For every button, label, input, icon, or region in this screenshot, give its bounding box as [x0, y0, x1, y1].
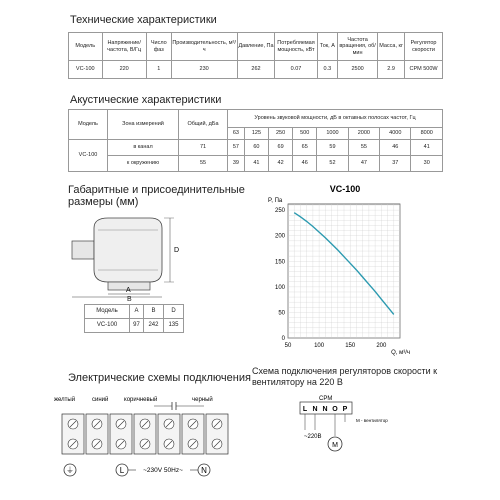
cpm-terminal-4: P [342, 406, 348, 413]
acoustic-table [68, 109, 443, 172]
ac-freq-1: 125 [244, 128, 268, 140]
dim-label-b: B [127, 296, 132, 303]
dims-c-b: 242 [143, 319, 163, 333]
ac-h-zone: Зона измерений [108, 110, 179, 140]
pressure-flow-chart [250, 180, 420, 362]
cpm-terminal-1: N [312, 406, 318, 413]
ac-val-0-2: 69 [269, 140, 293, 156]
terminal-n-label: N [201, 466, 207, 475]
ac-c-total-1: 55 [179, 156, 228, 172]
chart-x-tick: 150 [345, 343, 356, 349]
tech-c-current: 0.3 [317, 61, 338, 79]
cpm-terminal-2: N [322, 406, 328, 413]
ac-freq-5: 2000 [348, 128, 379, 140]
tech-h-mass: Масса, кг [378, 33, 405, 61]
ac-freq-6: 4000 [380, 128, 411, 140]
tech-h-phases: Число фаз [146, 33, 171, 61]
tech-c-mass: 2.9 [378, 61, 405, 79]
ac-freq-7: 8000 [411, 128, 443, 140]
wire-label-blue: синий [92, 397, 109, 403]
chart-xlabel: Q, м³/ч [391, 350, 410, 356]
tech-h-power: Потребляемая мощность, кВт [275, 33, 317, 61]
tech-c-rpm: 2500 [338, 61, 378, 79]
dims-c-model: VC-100 [85, 319, 130, 333]
wire-label-yellow: желтый [54, 397, 76, 403]
ac-c-zone-0: в канал [108, 140, 179, 156]
dims-h-d: D [163, 305, 183, 319]
ac-val-0-1: 60 [244, 140, 268, 156]
dims-c-a: 97 [130, 319, 144, 333]
tech-h-voltage: Напряжение/ частота, В/Гц [102, 33, 146, 61]
ac-val-0-3: 65 [293, 140, 317, 156]
ac-val-0-6: 46 [380, 140, 411, 156]
ac-val-1-0: 39 [228, 156, 245, 172]
ac-val-0-4: 59 [317, 140, 348, 156]
wiring-diagram [54, 390, 234, 485]
ac-h-model: Модель [69, 110, 108, 140]
cpm-device-label: CPM [319, 396, 333, 402]
ac-freq-0: 63 [228, 128, 245, 140]
dims-title: Габаритные и присоединительные размеры (мм) [68, 184, 245, 208]
ac-h-bands: Уровень звуковой мощности, дБ в октавных полосах частот, Гц [228, 110, 443, 128]
acoustic-title: Акустические характеристики [70, 94, 222, 106]
tech-table [68, 32, 443, 79]
dim-label-a: A [126, 287, 131, 294]
terminal-l-label: L [119, 466, 125, 475]
chart-x-tick: 200 [376, 343, 387, 349]
ac-freq-4: 1000 [317, 128, 348, 140]
tech-h-capacity: Производительность, м³/ч [171, 33, 237, 61]
ac-c-total-0: 71 [179, 140, 228, 156]
ac-val-1-5: 47 [348, 156, 379, 172]
ac-val-1-4: 52 [317, 156, 348, 172]
ground-symbol: ⏚ [66, 466, 74, 475]
cpm-motor-note: М - вентилятор [356, 418, 388, 423]
ac-val-1-6: 37 [380, 156, 411, 172]
chart-y-tick: 150 [274, 259, 285, 266]
tech-h-regulator: Регулятор скорости [405, 33, 443, 61]
chart-y-tick: 200 [274, 233, 285, 240]
chart-title: VC-100 [329, 184, 361, 194]
chart-y-tick: 0 [281, 336, 285, 342]
supply-label: ~230V 50Hz~ [143, 467, 183, 474]
dims-h-a: A [130, 305, 144, 319]
ac-val-1-1: 41 [244, 156, 268, 172]
fan-dimension-drawing [58, 208, 198, 298]
ac-c-zone-1: к окружению [108, 156, 179, 172]
chart-y-tick: 50 [278, 310, 285, 317]
tech-title: Технические характеристики [70, 14, 217, 26]
ac-freq-3: 500 [293, 128, 317, 140]
wire-label-black: черный [192, 397, 213, 403]
wire-label-brown: коричневый [124, 397, 158, 403]
tech-c-capacity: 230 [171, 61, 237, 79]
ac-val-1-7: 30 [411, 156, 443, 172]
tech-h-current: Ток, А [317, 33, 338, 61]
ac-val-1-3: 46 [293, 156, 317, 172]
tech-c-voltage: 220 [102, 61, 146, 79]
chart-ylabel: P, Па [268, 198, 283, 204]
tech-c-model: VC-100 [69, 61, 103, 79]
tech-c-regulator: CPM 500W [405, 61, 443, 79]
ac-val-0-5: 55 [348, 140, 379, 156]
tech-h-model: Модель [69, 33, 103, 61]
tech-h-pressure: Давление, Па [237, 33, 275, 61]
cpm-terminal-3: O [332, 406, 338, 413]
ac-h-total: Общий, дБа [179, 110, 228, 140]
cpm-title: Схема подключения регуляторов скорости к вентилятору на 220 В [252, 366, 438, 387]
tech-c-phases: 1 [146, 61, 171, 79]
dims-h-b: B [143, 305, 163, 319]
dim-label-d: D [174, 247, 180, 254]
ac-val-0-7: 41 [411, 140, 443, 156]
dims-h-model: Модель [85, 305, 130, 319]
tech-h-rpm: Частота вращения, об/мин [338, 33, 378, 61]
tech-c-power: 0.07 [275, 61, 317, 79]
chart-y-tick: 100 [274, 284, 285, 291]
cpm-terminal-0: L [302, 406, 308, 413]
ac-c-model: VC-100 [69, 140, 108, 172]
tech-c-pressure: 262 [237, 61, 275, 79]
chart-y-tick: 250 [274, 208, 285, 215]
chart-x-tick: 50 [284, 343, 292, 349]
dims-c-d: 135 [163, 319, 183, 333]
cpm-motor-label: M [332, 442, 338, 449]
cpm-diagram [290, 392, 410, 472]
elec-title: Электрические схемы подключения [68, 372, 251, 384]
ac-freq-2: 250 [269, 128, 293, 140]
chart-x-tick: 100 [314, 343, 325, 349]
ac-val-0-0: 57 [228, 140, 245, 156]
cpm-supply-label: ~220B [304, 434, 322, 440]
dims-table [84, 304, 184, 333]
ac-val-1-2: 42 [269, 156, 293, 172]
